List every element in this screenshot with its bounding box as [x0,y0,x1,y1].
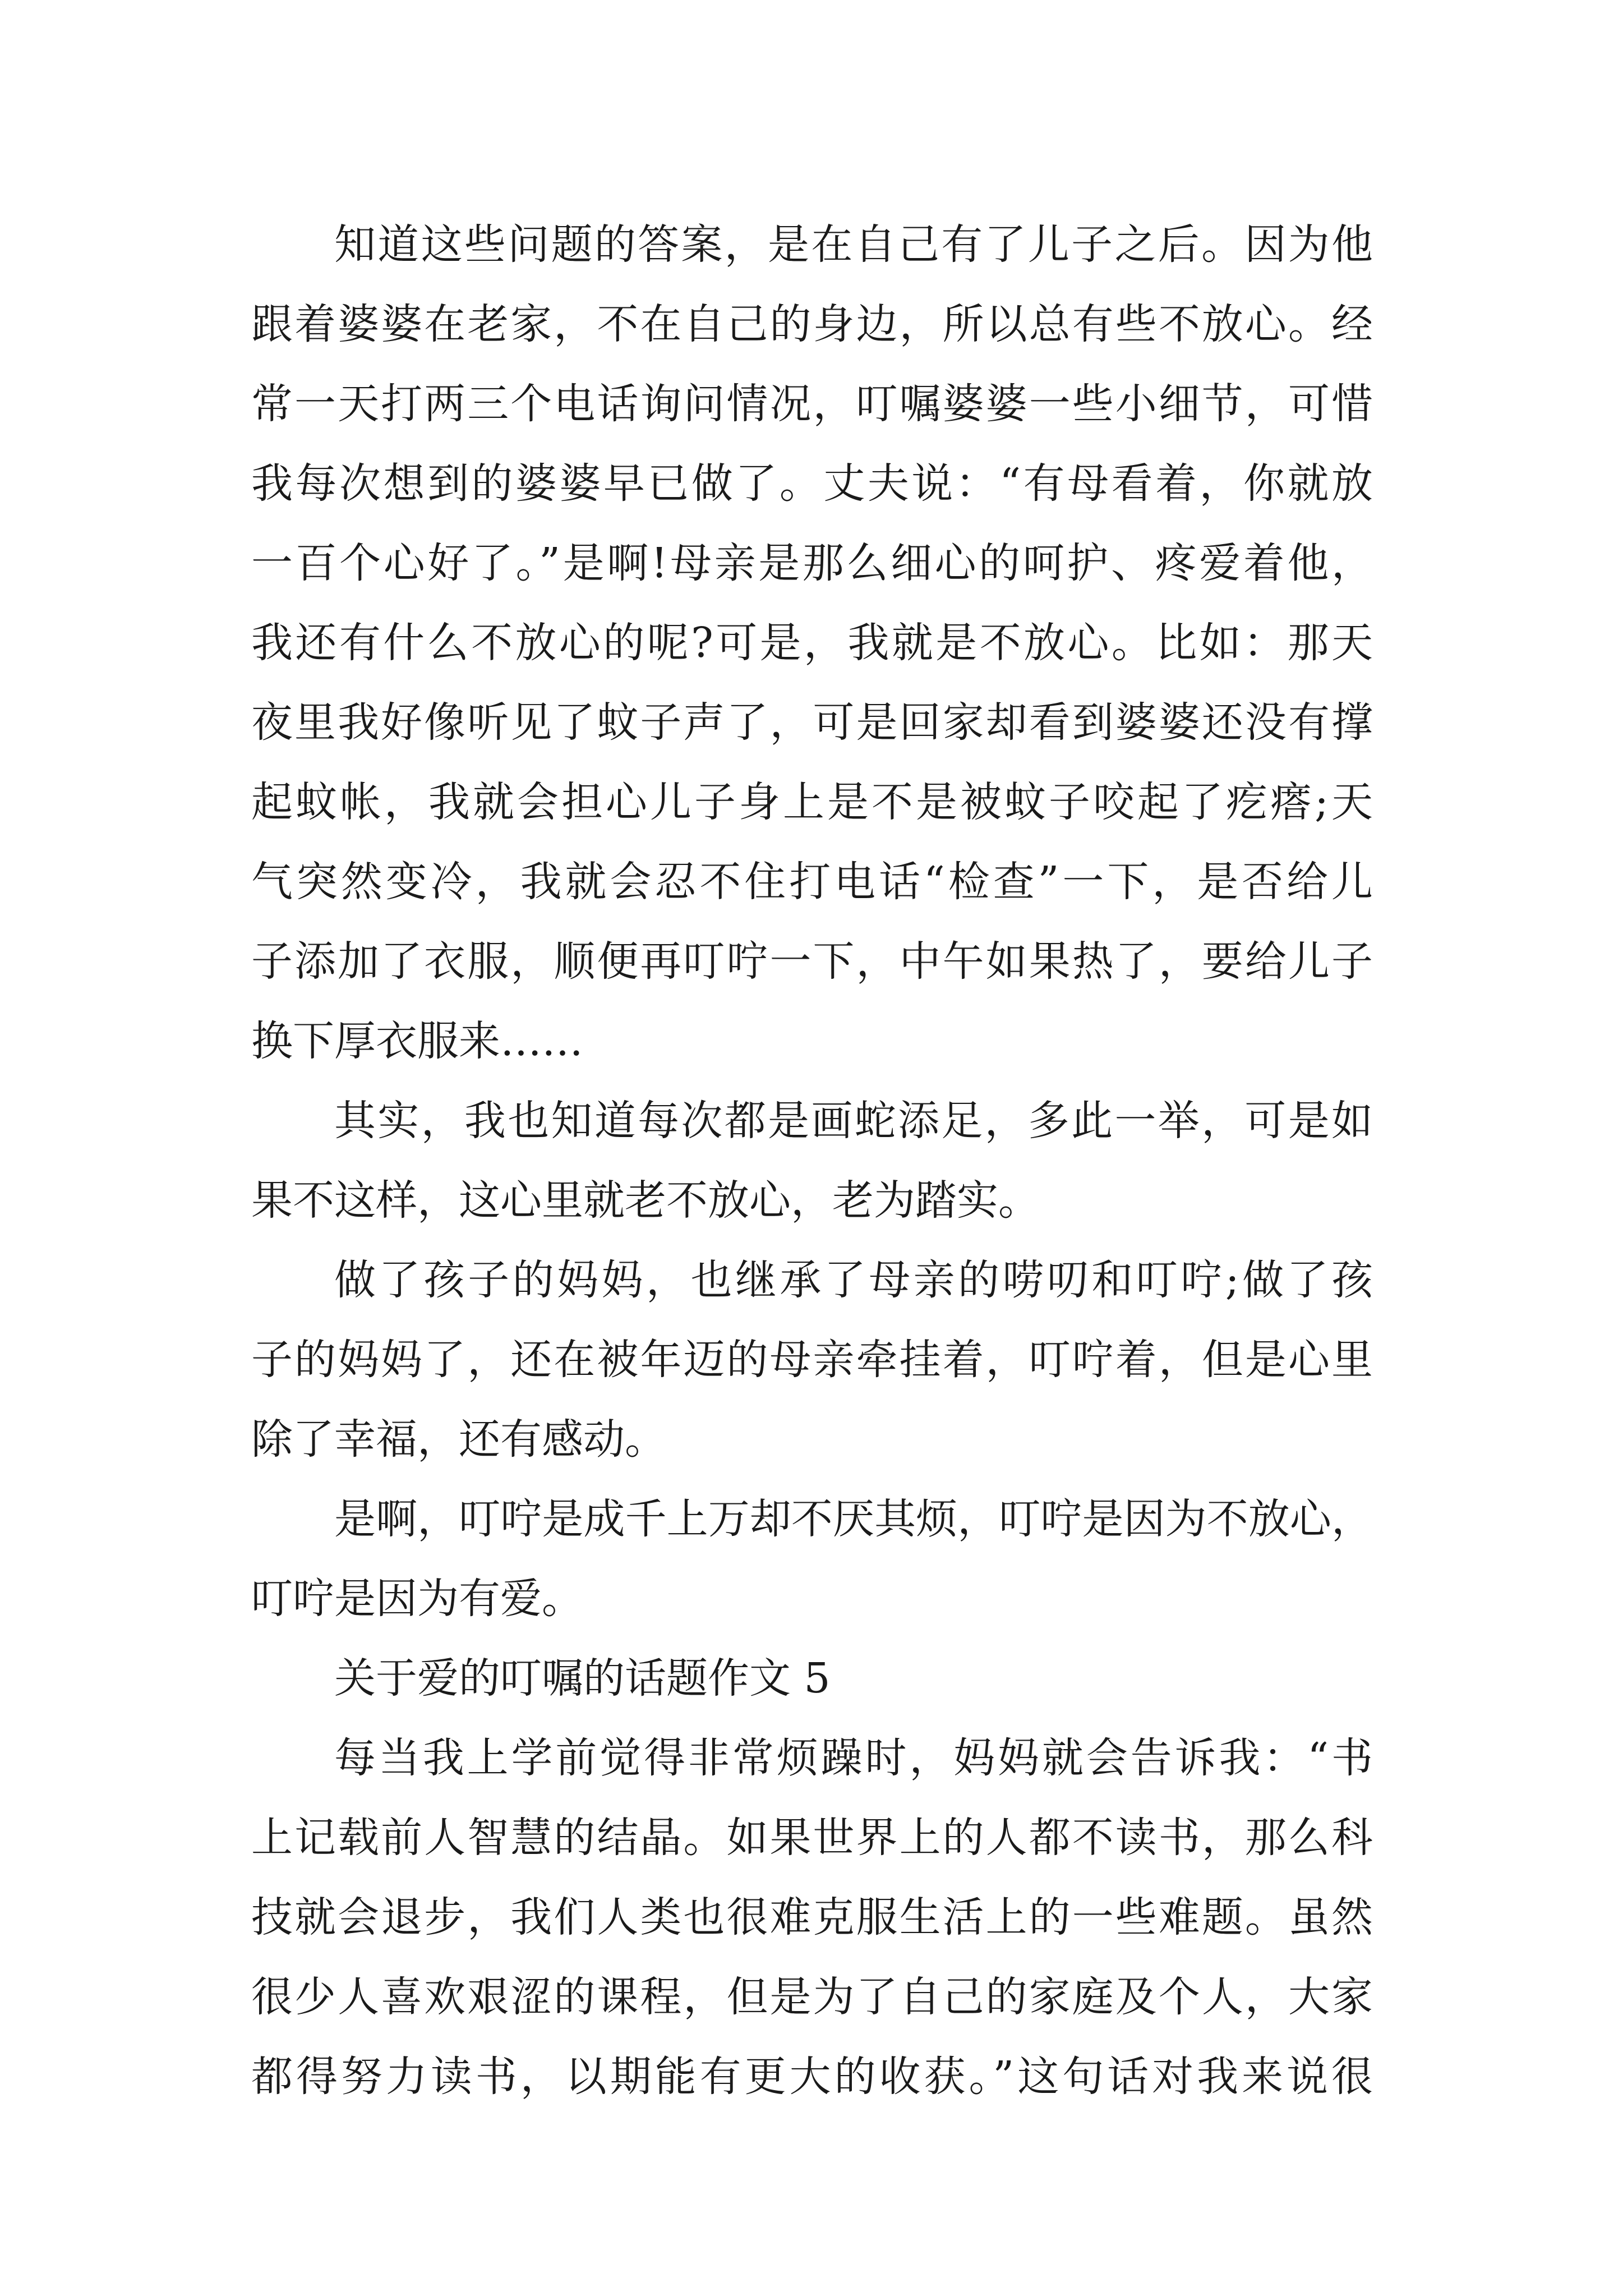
paragraph-line: 换下厚衣服来…… [251,1017,583,1065]
paragraph-line: 上记载前人智慧的结晶。如果世界上的人都不读书，那么科 [251,1814,1373,1862]
paragraph-line: 做了孩子的妈妈，也继承了母亲的唠叨和叮咛;做了孩 [334,1256,1373,1304]
paragraph-line: 叮咛是因为有爱。 [251,1575,583,1623]
paragraph-line: 起蚊帐，我就会担心儿子身上是不是被蚊子咬起了疙瘩;天 [251,778,1373,826]
section-heading: 关于爱的叮嘱的话题作文 5 [334,1654,831,1703]
paragraph-line: 我每次想到的婆婆早已做了。丈夫说：“有母看着，你就放 [251,459,1373,508]
paragraph-line: 夜里我好像听见了蚊子声了，可是回家却看到婆婆还没有撑 [251,698,1373,747]
paragraph-3 [251,1240,1373,1479]
paragraph-line: 其实，我也知道每次都是画蛇添足，多此一举，可是如 [334,1097,1373,1145]
paragraph-5 [251,1718,1373,2116]
paragraph-4 [251,1479,1373,1639]
paragraph-2 [251,1081,1373,1240]
paragraph-line: 是啊，叮咛是成千上万却不厌其烦，叮咛是因为不放心， [334,1495,1373,1543]
paragraph-line: 知道这些问题的答案，是在自己有了儿子之后。因为他 [334,220,1373,269]
paragraph-1 [251,205,1373,1081]
paragraph-line: 果不这样，这心里就老不放心，老为踏实。 [251,1176,1040,1225]
paragraph-line: 气突然变冷，我就会忍不住打电话“检查”一下，是否给儿 [251,858,1373,906]
paragraph-line: 子添加了衣服，顺便再叮咛一下，中午如果热了，要给儿子 [251,937,1373,986]
paragraph-line: 技就会退步，我们人类也很难克服生活上的一些难题。虽然 [251,1893,1373,1941]
document-body [251,205,1373,2116]
paragraph-line: 每当我上学前觉得非常烦躁时，妈妈就会告诉我：“书 [334,1734,1373,1782]
paragraph-line: 一百个心好了。”是啊!母亲是那么细心的呵护、疼爱着他， [251,539,1373,587]
paragraph-line: 跟着婆婆在老家，不在自己的身边，所以总有些不放心。经 [251,300,1373,348]
paragraph-line: 常一天打两三个电话询问情况，叮嘱婆婆一些小细节，可惜 [251,380,1373,428]
paragraph-line: 我还有什么不放心的呢?可是，我就是不放心。比如：那天 [251,619,1373,667]
paragraph-line: 除了幸福，还有感动。 [251,1415,666,1464]
paragraph-line: 子的妈妈了，还在被年迈的母亲牵挂着，叮咛着，但是心里 [251,1336,1373,1384]
paragraph-line: 很少人喜欢艰涩的课程，但是为了自己的家庭及个人，大家 [251,1973,1373,2021]
paragraph-line: 都得努力读书，以期能有更大的收获。”这句话对我来说很 [251,2053,1373,2101]
